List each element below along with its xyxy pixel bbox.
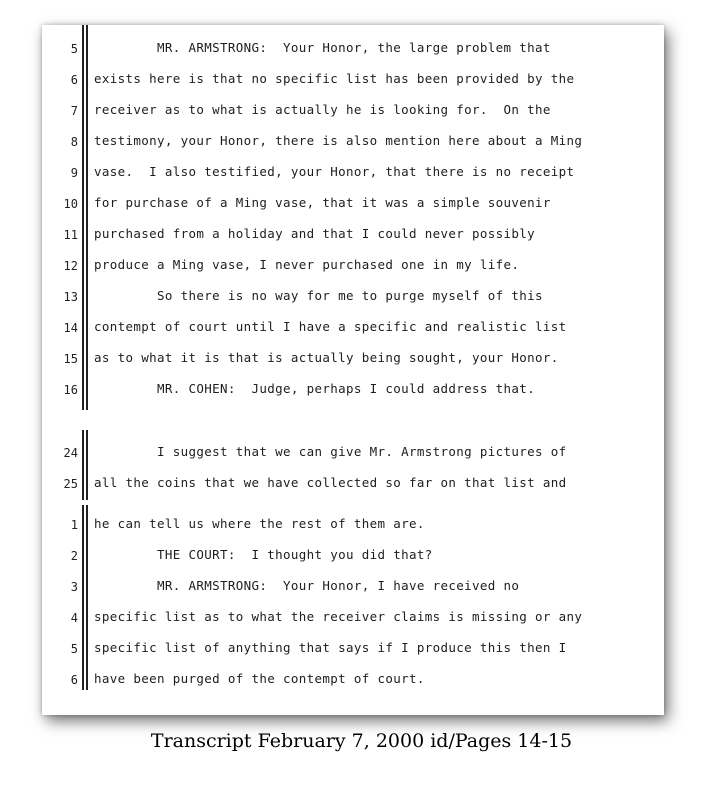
line-text: purchased from a holiday and that I could never possibly xyxy=(94,226,536,241)
line-number: 14 xyxy=(63,321,78,335)
line-number: 5 xyxy=(70,642,78,656)
line-text: exists here is that no specific list has been provided by the xyxy=(94,71,575,86)
line-text: testimony, your Honor, there is also mention here about a Ming xyxy=(94,133,583,148)
line-text: THE COURT: I thought you did that? xyxy=(94,547,433,562)
line-text: he can tell us where the rest of them are. xyxy=(94,516,425,531)
line-number: 6 xyxy=(70,73,78,87)
line-number: 1 xyxy=(70,518,78,532)
line-text: contempt of court until I have a specific and realistic list xyxy=(94,319,567,334)
line-text: So there is no way for me to purge myself of this xyxy=(94,288,543,303)
line-number: 2 xyxy=(70,549,78,563)
line-number: 11 xyxy=(63,228,78,242)
line-text: specific list as to what the receiver claims is missing or any xyxy=(94,609,583,624)
line-text: all the coins that we have collected so far on that list and xyxy=(94,475,567,490)
line-number: 8 xyxy=(70,135,78,149)
figure-caption: Transcript February 7, 2000 id/Pages 14-15 xyxy=(150,730,573,752)
line-number: 12 xyxy=(63,259,78,273)
line-text: produce a Ming vase, I never purchased one in my life. xyxy=(94,257,520,272)
margin-rule xyxy=(82,25,84,410)
margin-rule xyxy=(86,430,88,500)
line-number: 5 xyxy=(70,42,78,56)
line-text: MR. COHEN: Judge, perhaps I could address that. xyxy=(94,381,536,396)
line-number: 13 xyxy=(63,290,78,304)
margin-rule xyxy=(86,505,88,690)
line-text: specific list of anything that says if I produce this then I xyxy=(94,640,567,655)
margin-rule xyxy=(82,505,84,690)
line-number: 7 xyxy=(70,104,78,118)
line-number: 25 xyxy=(63,477,78,491)
line-text: for purchase of a Ming vase, that it was a simple souvenir xyxy=(94,195,551,210)
line-text: receiver as to what is actually he is looking for. On the xyxy=(94,102,551,117)
line-number: 4 xyxy=(70,611,78,625)
line-number: 10 xyxy=(63,197,78,211)
margin-rule xyxy=(86,25,88,410)
line-number: 6 xyxy=(70,673,78,687)
line-number: 3 xyxy=(70,580,78,594)
margin-rule xyxy=(82,430,84,500)
transcript-page xyxy=(42,25,664,715)
line-text: I suggest that we can give Mr. Armstrong pictures of xyxy=(94,444,567,459)
line-text: MR. ARMSTRONG: Your Honor, I have received no xyxy=(94,578,520,593)
line-text: have been purged of the contempt of court. xyxy=(94,671,425,686)
line-text: MR. ARMSTRONG: Your Honor, the large problem that xyxy=(94,40,551,55)
line-number: 15 xyxy=(63,352,78,366)
line-number: 24 xyxy=(63,446,78,460)
line-number: 16 xyxy=(63,383,78,397)
line-text: vase. I also testified, your Honor, that there is no receipt xyxy=(94,164,575,179)
line-text: as to what it is that is actually being sought, your Honor. xyxy=(94,350,559,365)
line-number: 9 xyxy=(70,166,78,180)
